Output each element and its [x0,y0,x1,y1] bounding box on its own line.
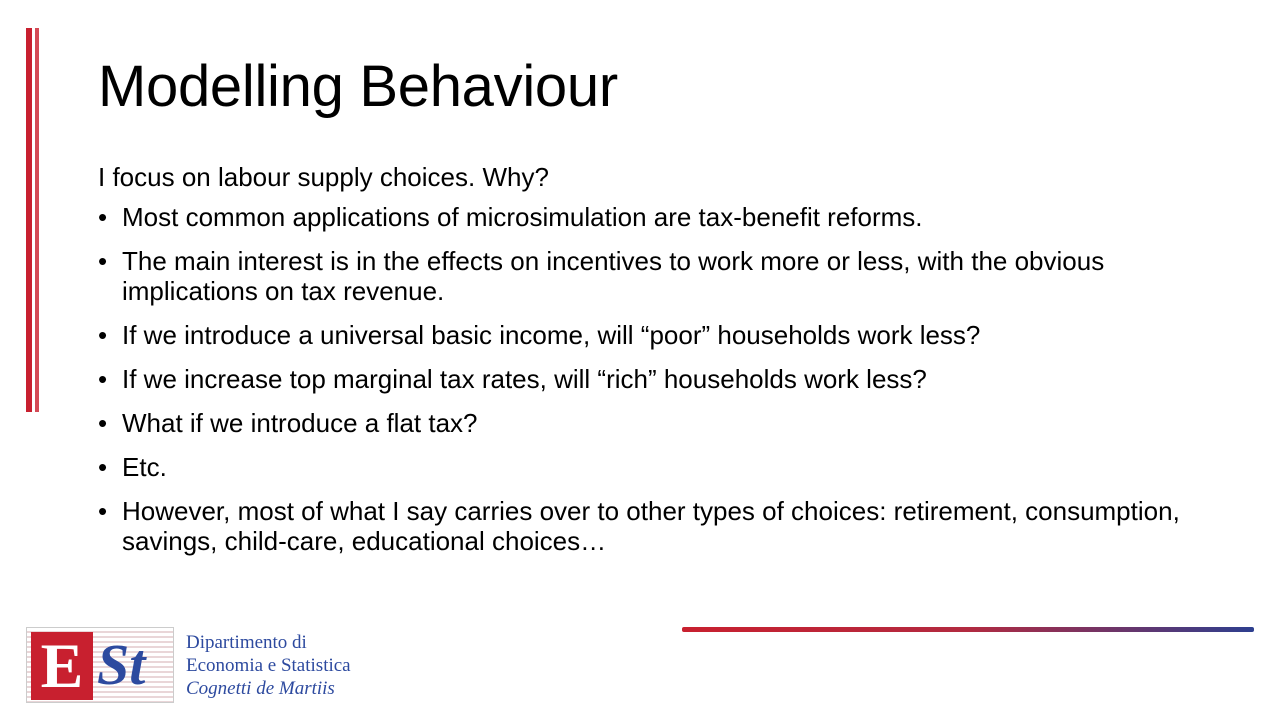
bullet-item [98,202,1228,232]
bullet-item [98,320,1228,350]
left-accent-bar [26,28,32,412]
footer-divider [682,627,1254,632]
logo-line-2: Economia e Statistica [186,655,351,676]
bullet-text: Etc. [122,452,167,482]
logo-text [186,631,351,700]
logo-line-1: Dipartimento di [186,632,307,653]
bullet-marker: • [98,320,108,350]
logo-line-3: Cognetti de Martiis [186,678,335,699]
bullet-marker: • [98,408,108,438]
logo-mark [26,627,174,703]
logo-letters-st: St [97,632,146,697]
bullet-text: However, most of what I say carries over to other types of choices: retirement, consumption, savings, child-care, educational choices… [122,496,1180,556]
bullet-item [98,452,1228,482]
intro-text: I focus on labour supply choices. Why? [98,162,549,192]
left-accent-bar-thin [35,28,39,412]
bullet-item [98,246,1228,306]
bullet-text: If we increase top marginal tax rates, will “rich” households work less? [122,364,927,394]
bullet-marker: • [98,246,108,276]
bullet-marker: • [98,496,108,526]
bullet-item [98,364,1228,394]
bullet-list [98,202,1228,556]
bullet-marker: • [98,364,108,394]
bullet-marker: • [98,202,108,232]
bullet-text: The main interest is in the effects on incentives to work more or less, with the obvious implications on tax revenue. [122,246,1105,306]
bullet-marker: • [98,452,108,482]
bullet-text: What if we introduce a flat tax? [122,408,478,438]
slide-title: Modelling Behaviour [98,54,618,119]
slide-body [98,160,1228,570]
bullet-item [98,408,1228,438]
bullet-item [98,496,1228,556]
logo-letter-e: E [31,632,93,700]
department-logo [26,627,371,703]
bullet-text: Most common applications of microsimulation are tax-benefit reforms. [122,202,923,232]
bullet-text: If we introduce a universal basic income, will “poor” households work less? [122,320,981,350]
